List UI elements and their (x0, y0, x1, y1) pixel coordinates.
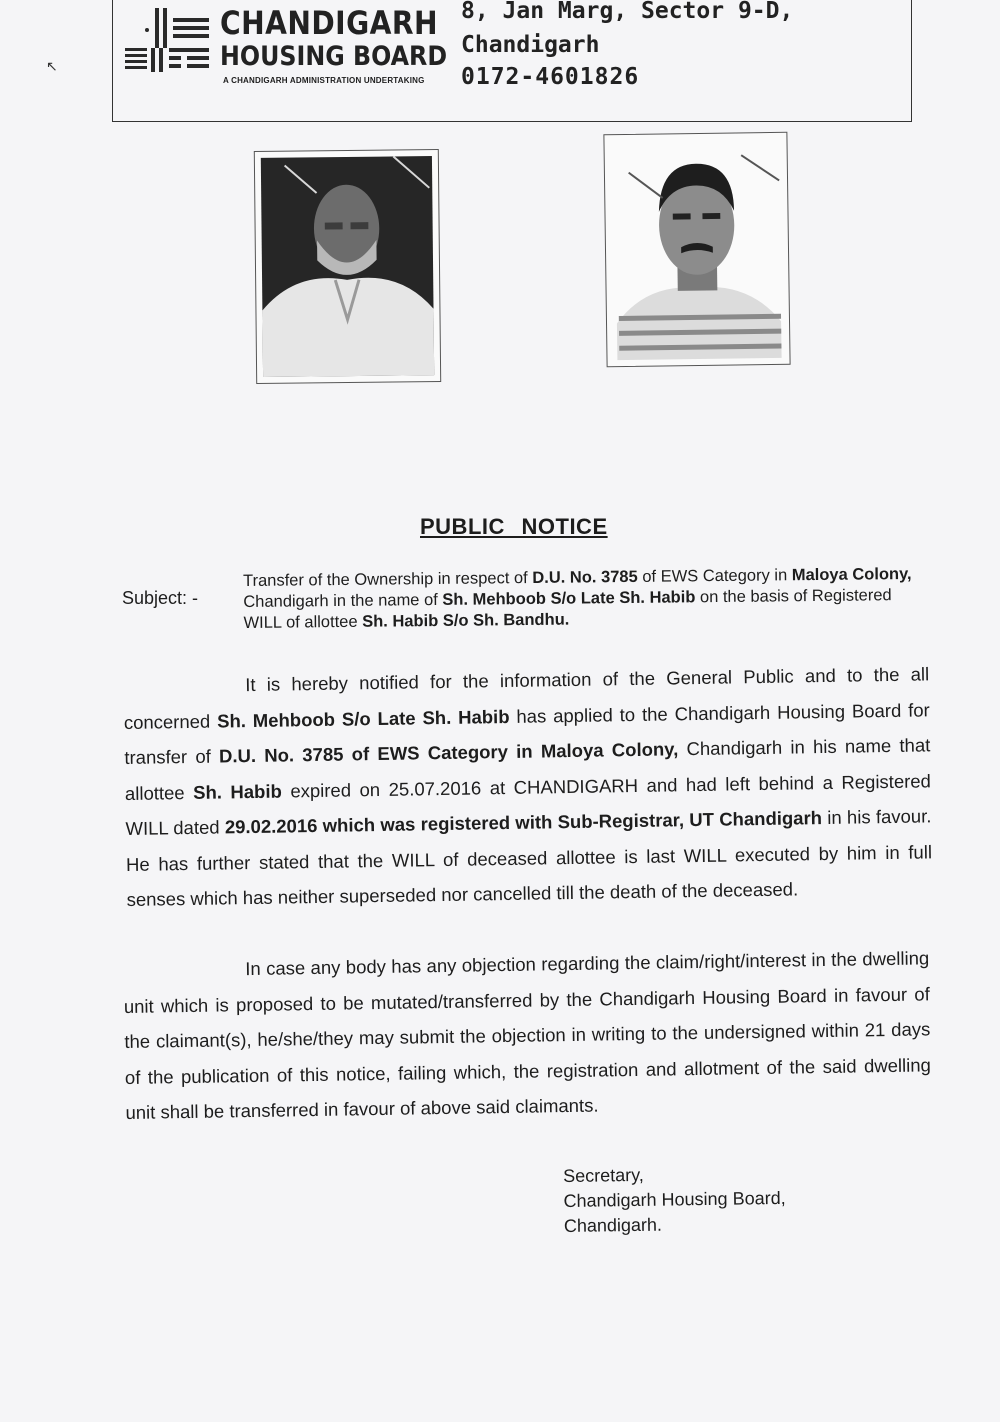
chb-logo-icon (121, 4, 213, 78)
signatory-title: Secretary, (563, 1164, 645, 1186)
subject-text (243, 564, 924, 634)
notice-title: PUBLIC NOTICE (420, 514, 608, 539)
para-text: It is hereby notified for the information of the General Public and to the all concerned (123, 663, 930, 733)
subject-label: Subject: - (122, 588, 199, 608)
scan-mark: ↖ (46, 58, 58, 74)
notice-paragraph-2 (123, 940, 932, 1130)
signatory-city: Chandigarh. (563, 1214, 663, 1236)
allottee-name: Sh. Habib (192, 780, 282, 803)
address-line2: Chandigarh (461, 32, 600, 58)
para-text: has applied to the Chandigarh Housing Board for transfer of (124, 698, 930, 768)
subject-du-number: D.U. No. 3785 (532, 567, 638, 587)
signatory-org: Chandigarh Housing Board, (563, 1187, 786, 1211)
will-registration: 29.02.2016 which was registered with Sub-Registrar, UT Chandigarh (224, 807, 823, 838)
photo-elderly-man (254, 149, 441, 384)
subject-part: on the basis of Registered WILL of allottee (243, 586, 892, 632)
subject-colony: Maloya Colony, (791, 564, 912, 585)
para-text: in his favour. He has further stated that the WILL of deceased allottee is last WILL executed by him in full senses which has neither superseded nor cancelled till the death of the deceased. (125, 805, 933, 910)
address-line1: 8, Jan Marg, Sector 9-D, (461, 0, 794, 24)
photo-man-striped-shirt (603, 132, 790, 368)
org-name-line2: HOUSING BOARD (220, 41, 448, 72)
para-text: In case any body has any objection regarding the claim/right/interest in the dwelling unit which is proposed to be mutated/transferred by the Chandigarh Housing Board in favour of the claimant(s), he/she/they may submit the objection in writing to the undersigned within 21 days of the publication of this notice, failing which, the registration and allotment of the said dwelling unit shall be transferred in favour of above said claimants. (123, 947, 932, 1123)
subject-claimant: Sh. Mehboob S/o Late Sh. Habib (442, 588, 696, 609)
org-name-line1: CHANDIGARH (220, 4, 439, 42)
letterhead (112, 0, 912, 122)
subject-part: of EWS Category in (637, 566, 792, 586)
subject-part: Chandigarh in the name of (243, 590, 443, 611)
para-text: Chandigarh in his name that allottee (124, 734, 931, 804)
para-text: expired on 25.07.2016 at CHANDIGARH and had left behind a Registered WILL dated (125, 769, 932, 839)
subject-allottee: Sh. Habib S/o Sh. Bandhu. (362, 610, 570, 631)
signature-block (563, 1161, 786, 1239)
subject-part: Transfer of the Ownership in respect of (243, 568, 533, 590)
dwelling-unit: D.U. No. 3785 of EWS Category in Maloya Colony, (218, 738, 679, 767)
claimant-name: Sh. Mehboob S/o Late Sh. Habib (216, 705, 510, 732)
notice-paragraph-1 (123, 656, 933, 917)
org-tagline: A CHANDIGARH ADMINISTRATION UNDERTAKING (223, 76, 425, 85)
phone-number: 0172-4601826 (461, 64, 640, 90)
